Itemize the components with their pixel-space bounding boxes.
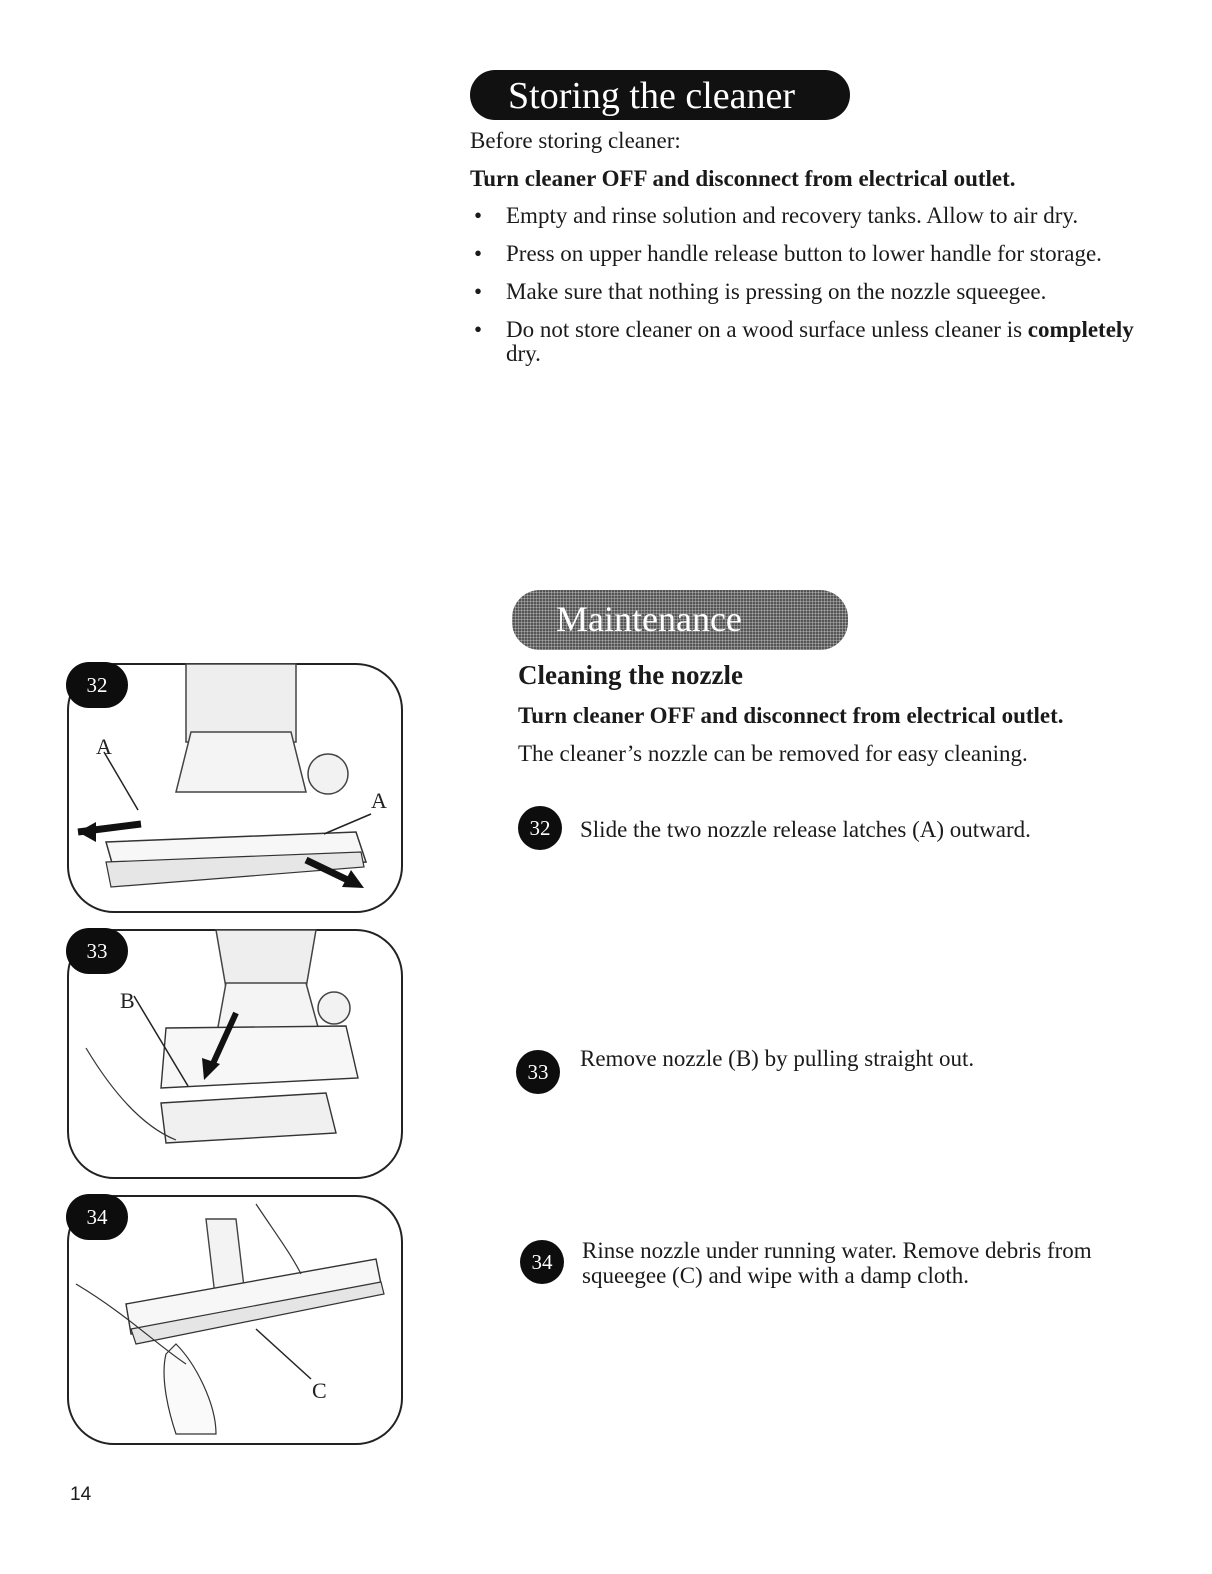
maintenance-heading: Maintenance [512,590,848,650]
figure-33 [66,928,404,1180]
figure-34-badge: 34 [66,1194,128,1240]
storing-heading: Storing the cleaner [470,70,850,120]
step-badge-33: 33 [516,1050,560,1094]
maintenance-warning: Turn cleaner OFF and disconnect from electrical outlet. [518,703,1064,728]
step-text-34: Rinse nozzle under running water. Remove debris from squeegee (C) and wipe with a damp cloth. [582,1238,1092,1288]
step-badge-34: 34 [520,1240,564,1284]
maintenance-intro: The cleaner’s nozzle can be removed for easy cleaning. [518,741,1028,766]
list-item: • Press on upper handle release button to lower handle for storage. [474,241,1102,266]
figure-32-label-a-left: A [96,734,112,759]
list-item: • Make sure that nothing is pressing on the nozzle squeegee. [474,279,1047,304]
step-badge-32: 32 [518,806,562,850]
storing-intro: Before storing cleaner: [470,128,681,153]
figure-32-badge: 32 [66,662,128,708]
figure-33-label-b: B [120,988,135,1013]
step-text-32: Slide the two nozzle release latches (A) outward. [580,817,1031,842]
figure-34-label-c: C [312,1378,327,1403]
page-number: 14 [70,1484,92,1505]
cleaning-nozzle-subheading: Cleaning the nozzle [518,660,743,690]
figure-32-label-a-right: A [371,788,387,813]
list-item: • Do not store cleaner on a wood surface unless cleaner is completely dry. [474,317,1134,366]
step-text-33: Remove nozzle (B) by pulling straight out. [580,1046,975,1071]
list-item: • Empty and rinse solution and recovery tanks. Allow to air dry. [474,203,1079,228]
figure-34 [66,1194,404,1446]
figure-32 [66,662,404,914]
storing-bullet-list [470,204,1150,380]
figure-33-badge: 33 [66,928,128,974]
storing-warning: Turn cleaner OFF and disconnect from electrical outlet. [470,166,1016,191]
